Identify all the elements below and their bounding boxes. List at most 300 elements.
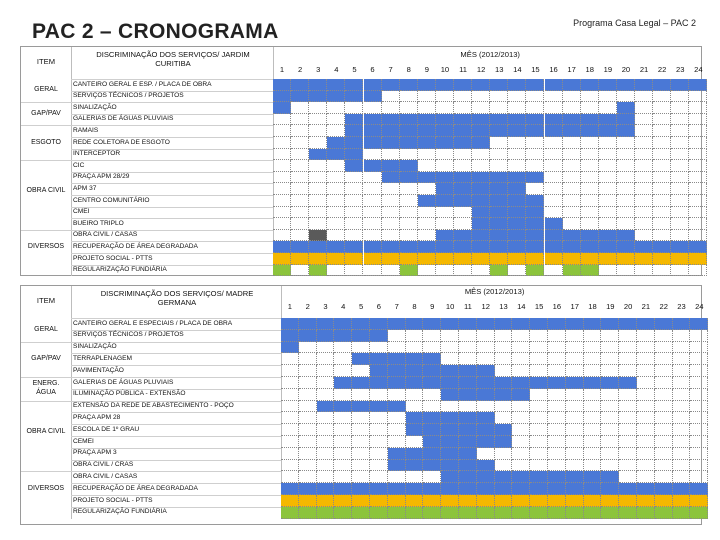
schedule-cell — [418, 160, 436, 172]
schedule-cell — [566, 353, 584, 365]
schedule-cell — [601, 401, 619, 413]
schedule-cell — [584, 436, 602, 448]
schedule-cell — [334, 448, 352, 460]
item-group-label: OBRA CIVIL — [26, 186, 66, 194]
schedule-cell-filled — [673, 483, 691, 495]
schedule-cell-filled — [309, 149, 327, 161]
day-number: 7 — [388, 65, 393, 74]
schedule-cell-filled — [599, 230, 617, 242]
schedule-cell-filled — [388, 377, 406, 389]
schedule-cell-filled — [653, 79, 671, 91]
schedule-cell-filled — [635, 79, 653, 91]
schedule-cell-filled — [526, 265, 544, 277]
schedule-cell — [472, 160, 490, 172]
schedule-cell-filled — [436, 230, 454, 242]
schedule-cell-filled — [548, 377, 566, 389]
schedule-cell — [690, 342, 708, 354]
schedule-cell-filled — [454, 125, 472, 137]
schedule-cell — [317, 424, 335, 436]
schedule-cell — [653, 195, 671, 207]
schedule-cell — [584, 389, 602, 401]
schedule-cell — [477, 330, 495, 342]
schedule-cell-filled — [364, 241, 382, 253]
schedule-cell — [508, 149, 526, 161]
schedule-cell-filled — [617, 230, 635, 242]
schedule-cell — [299, 353, 317, 365]
schedule-cell-filled — [441, 436, 459, 448]
schedule-cell — [436, 160, 454, 172]
day-number: 2 — [298, 65, 303, 74]
schedule-cell — [441, 330, 459, 342]
schedule-cell-filled — [345, 114, 363, 126]
schedule-cell — [566, 401, 584, 413]
schedule-cell — [273, 195, 291, 207]
schedule-cell — [345, 172, 363, 184]
schedule-cell — [512, 401, 530, 413]
schedule-cell — [526, 102, 544, 114]
schedule-cell — [599, 183, 617, 195]
schedule-cell — [423, 401, 441, 413]
schedule-cell — [364, 265, 382, 277]
schedule-cell-filled — [364, 253, 382, 265]
schedule-cell-filled — [281, 483, 299, 495]
schedule-cell — [352, 448, 370, 460]
schedule-cell — [317, 353, 335, 365]
schedule-cell-filled — [441, 389, 459, 401]
schedule-cell-filled — [526, 195, 544, 207]
day-number: 12 — [476, 65, 486, 74]
schedule-cell — [309, 114, 327, 126]
schedule-cell-filled — [495, 318, 513, 330]
schedule-cell — [454, 102, 472, 114]
schedule-cell-filled — [345, 137, 363, 149]
schedule-cell-filled — [477, 471, 495, 483]
schedule-cell — [490, 102, 508, 114]
schedule-cell-filled — [548, 318, 566, 330]
schedule-cell — [671, 265, 689, 277]
schedule-cell-filled — [508, 125, 526, 137]
schedule-cell — [548, 436, 566, 448]
schedule-cell — [581, 183, 599, 195]
schedule-cell — [291, 265, 309, 277]
schedule-cell-filled — [400, 79, 418, 91]
schedule-cell — [581, 137, 599, 149]
schedule-cell-filled — [334, 330, 352, 342]
schedule-cell — [581, 149, 599, 161]
day-number: 9 — [424, 65, 429, 74]
schedule-cell — [599, 207, 617, 219]
row-label: PRAÇA APM 3 — [73, 449, 117, 457]
schedule-cell-filled — [635, 241, 653, 253]
row-label: ILUMINAÇÃO PÚBLICA - EXTENSÃO — [73, 390, 186, 398]
schedule-cell — [690, 436, 708, 448]
schedule-cell — [635, 183, 653, 195]
schedule-cell — [495, 412, 513, 424]
schedule-cell-filled — [495, 389, 513, 401]
schedule-cell — [653, 218, 671, 230]
schedule-cell — [635, 149, 653, 161]
schedule-cell — [309, 125, 327, 137]
item-group-label: GERAL — [34, 86, 58, 94]
schedule-cell — [291, 195, 309, 207]
day-number: 24 — [694, 65, 703, 74]
schedule-cell-filled — [459, 365, 477, 377]
day-number: 6 — [376, 302, 382, 311]
schedule-cell-filled — [566, 495, 584, 507]
schedule-cell — [327, 125, 345, 137]
schedule-cell — [423, 389, 441, 401]
day-number: 18 — [585, 65, 594, 74]
schedule-cell — [508, 160, 526, 172]
schedule-cell-filled — [617, 114, 635, 126]
schedule-cell-filled — [477, 377, 495, 389]
schedule-cell-filled — [418, 241, 436, 253]
schedule-cell — [309, 137, 327, 149]
schedule-cell-filled — [281, 318, 299, 330]
schedule-cell — [334, 365, 352, 377]
schedule-cell — [400, 91, 418, 103]
schedule-cell — [601, 412, 619, 424]
schedule-cell — [512, 342, 530, 354]
schedule-cell — [566, 330, 584, 342]
schedule-cell-filled — [526, 241, 544, 253]
schedule-cell — [352, 436, 370, 448]
schedule-cell-filled — [477, 412, 495, 424]
schedule-cell — [673, 342, 691, 354]
schedule-cell-filled — [601, 318, 619, 330]
row-label: REGULARIZAÇÃO FUNDIÁRIA — [73, 508, 167, 516]
schedule-cell-filled — [526, 253, 544, 265]
schedule-cell — [317, 436, 335, 448]
row-label: PRAÇA APM 28/29 — [73, 173, 130, 181]
schedule-cell — [563, 218, 581, 230]
schedule-cell — [653, 137, 671, 149]
schedule-cell — [281, 471, 299, 483]
schedule-cell-filled — [436, 79, 454, 91]
schedule-cell-filled — [545, 253, 563, 265]
schedule-cell — [508, 265, 526, 277]
schedule-cell — [563, 195, 581, 207]
schedule-cell — [273, 230, 291, 242]
row-divider — [71, 125, 273, 126]
schedule-cell — [581, 218, 599, 230]
schedule-cell-filled — [334, 495, 352, 507]
schedule-cell-filled — [406, 318, 424, 330]
schedule-cell-filled — [490, 172, 508, 184]
schedule-cell-filled — [472, 114, 490, 126]
schedule-cell-filled — [490, 125, 508, 137]
schedule-cell — [495, 401, 513, 413]
schedule-cell-filled — [382, 125, 400, 137]
day-number: 18 — [588, 302, 597, 311]
row-divider — [71, 436, 281, 437]
schedule-cell — [400, 149, 418, 161]
row-label: GALERIAS DE ÁGUAS PLUVIAIS — [73, 378, 174, 386]
schedule-cell — [317, 412, 335, 424]
schedule-cell-filled — [388, 448, 406, 460]
schedule-cell-filled — [490, 114, 508, 126]
schedule-cell — [689, 195, 707, 207]
schedule-cell-filled — [418, 125, 436, 137]
schedule-cell — [653, 125, 671, 137]
schedule-cell — [530, 448, 548, 460]
schedule-cell — [690, 424, 708, 436]
schedule-cell-filled — [673, 507, 691, 519]
schedule-cell — [671, 218, 689, 230]
schedule-cell — [273, 137, 291, 149]
schedule-cell-filled — [281, 342, 299, 354]
schedule-cell — [317, 448, 335, 460]
schedule-cell — [327, 218, 345, 230]
day-number: 24 — [695, 302, 704, 311]
schedule-cell-filled — [508, 114, 526, 126]
day-number: 15 — [531, 65, 540, 74]
schedule-cell — [388, 389, 406, 401]
schedule-cell — [281, 424, 299, 436]
schedule-cell — [601, 389, 619, 401]
schedule-cell-filled — [423, 460, 441, 472]
schedule-cell — [495, 342, 513, 354]
schedule-cell-filled — [599, 241, 617, 253]
item-group-label: GERAL — [34, 325, 58, 333]
schedule-cell — [508, 102, 526, 114]
schedule-cell-filled — [508, 79, 526, 91]
schedule-cell — [388, 412, 406, 424]
schedule-cell-filled — [423, 318, 441, 330]
schedule-cell — [436, 149, 454, 161]
schedule-cell — [370, 412, 388, 424]
schedule-cell-filled — [584, 483, 602, 495]
schedule-cell-filled — [566, 471, 584, 483]
schedule-cell-filled — [436, 195, 454, 207]
schedule-cell — [388, 330, 406, 342]
schedule-cell-filled — [619, 318, 637, 330]
schedule-cell-filled — [327, 91, 345, 103]
schedule-cell-filled — [619, 495, 637, 507]
schedule-cell-filled — [406, 365, 424, 377]
day-number: 19 — [603, 65, 613, 74]
schedule-cell — [370, 424, 388, 436]
schedule-cell-filled — [477, 436, 495, 448]
schedule-cell — [635, 125, 653, 137]
schedule-cell — [400, 183, 418, 195]
schedule-cell-filled — [526, 125, 544, 137]
schedule-cell — [291, 137, 309, 149]
schedule-cell — [584, 424, 602, 436]
schedule-cell-filled — [423, 353, 441, 365]
schedule-cell-filled — [418, 137, 436, 149]
schedule-cell — [382, 265, 400, 277]
schedule-cell — [345, 218, 363, 230]
schedule-cell — [423, 342, 441, 354]
row-label: PAVIMENTAÇÃO — [73, 366, 124, 374]
schedule-cell — [655, 389, 673, 401]
schedule-cell — [345, 183, 363, 195]
day-number: 11 — [463, 302, 472, 311]
row-label: CEMEI — [73, 437, 94, 445]
schedule-cell — [635, 218, 653, 230]
schedule-cell-filled — [423, 448, 441, 460]
schedule-cell-filled — [459, 436, 477, 448]
schedule-cell-filled — [382, 79, 400, 91]
row-label: CANTEIRO GERAL E ESP. / PLACA DE OBRA — [73, 80, 212, 88]
schedule-cell — [690, 401, 708, 413]
day-number: 20 — [623, 302, 633, 311]
schedule-cell — [619, 424, 637, 436]
schedule-cell — [370, 471, 388, 483]
schedule-cell — [601, 448, 619, 460]
item-group-label: DIVERSOS — [27, 243, 65, 250]
schedule-cell — [619, 365, 637, 377]
schedule-cell — [566, 448, 584, 460]
day-number: 22 — [659, 302, 668, 311]
schedule-cell — [477, 353, 495, 365]
day-number: 16 — [549, 65, 558, 74]
schedule-cell — [406, 330, 424, 342]
schedule-cell — [637, 424, 655, 436]
schedule-cell — [526, 137, 544, 149]
schedule-cell-filled — [619, 377, 637, 389]
schedule-cell-filled — [406, 353, 424, 365]
schedule-cell — [545, 160, 563, 172]
schedule-cell-filled — [299, 318, 317, 330]
schedule-cell — [545, 172, 563, 184]
schedule-cell — [601, 365, 619, 377]
schedule-cell — [490, 160, 508, 172]
schedule-cell-filled — [530, 495, 548, 507]
schedule-cell-filled — [291, 241, 309, 253]
day-number: 13 — [499, 302, 508, 311]
schedule-cell — [352, 412, 370, 424]
schedule-cell-filled — [655, 495, 673, 507]
schedule-cell-filled — [512, 507, 530, 519]
schedule-cell — [584, 412, 602, 424]
schedule-cell — [689, 207, 707, 219]
schedule-cell — [530, 436, 548, 448]
day-number: 14 — [517, 302, 526, 311]
row-divider — [71, 207, 273, 208]
schedule-cell-filled — [673, 318, 691, 330]
schedule-cell-filled — [508, 172, 526, 184]
schedule-cell-filled — [370, 365, 388, 377]
schedule-cell-filled — [617, 241, 635, 253]
schedule-cell-filled — [584, 471, 602, 483]
schedule-cell — [495, 330, 513, 342]
schedule-cell — [364, 230, 382, 242]
schedule-cell — [671, 230, 689, 242]
day-number: 8 — [406, 65, 411, 74]
schedule-cell-filled — [581, 253, 599, 265]
schedule-cell — [495, 365, 513, 377]
schedule-cell-filled — [334, 507, 352, 519]
schedule-cell-filled — [472, 172, 490, 184]
schedule-cell — [617, 149, 635, 161]
schedule-cell-filled — [584, 377, 602, 389]
schedule-cell-filled — [490, 79, 508, 91]
schedule-cell-filled — [370, 353, 388, 365]
schedule-cell-filled — [619, 483, 637, 495]
schedule-cell — [530, 424, 548, 436]
schedule-cell-filled — [472, 207, 490, 219]
schedule-cell-filled — [530, 377, 548, 389]
schedule-cell-filled — [423, 424, 441, 436]
schedule-cell-filled — [637, 483, 655, 495]
schedule-cell — [599, 265, 617, 277]
schedule-cell-filled — [490, 218, 508, 230]
schedule-cell — [370, 436, 388, 448]
schedule-cell — [689, 160, 707, 172]
schedule-cell-filled — [653, 253, 671, 265]
schedule-cell-filled — [273, 102, 291, 114]
schedule-cell — [619, 401, 637, 413]
day-number: 12 — [481, 302, 490, 311]
schedule-cell-filled — [441, 377, 459, 389]
group-divider — [21, 230, 71, 231]
schedule-cell-filled — [490, 241, 508, 253]
schedule-cell — [690, 353, 708, 365]
schedule-cell — [563, 183, 581, 195]
schedule-cell-filled — [584, 507, 602, 519]
day-number: 17 — [570, 302, 579, 311]
schedule-cell-filled — [345, 160, 363, 172]
group-divider — [21, 342, 71, 343]
schedule-cell-filled — [490, 253, 508, 265]
schedule-cell-filled — [566, 507, 584, 519]
schedule-cell — [291, 125, 309, 137]
day-number: 3 — [316, 65, 321, 74]
schedule-cell — [364, 195, 382, 207]
schedule-cell-filled — [436, 125, 454, 137]
schedule-cell — [566, 342, 584, 354]
schedule-cell — [299, 377, 317, 389]
schedule-cell — [495, 353, 513, 365]
schedule-cell-filled — [441, 448, 459, 460]
schedule-cell — [345, 265, 363, 277]
schedule-cell-filled — [495, 424, 513, 436]
schedule-cell-filled — [526, 218, 544, 230]
schedule-cell-filled — [370, 330, 388, 342]
schedule-cell-filled — [566, 483, 584, 495]
row-divider — [71, 79, 273, 80]
row-label: OBRA CIVIL / CASAS — [73, 472, 138, 480]
schedule-cell-filled — [291, 79, 309, 91]
schedule-cell-filled — [563, 125, 581, 137]
schedule-cell — [599, 137, 617, 149]
schedule-cell — [545, 102, 563, 114]
schedule-cell — [352, 342, 370, 354]
schedule-cell-filled — [364, 125, 382, 137]
schedule-cell — [382, 102, 400, 114]
schedule-cell — [673, 389, 691, 401]
day-number: 5 — [358, 302, 364, 311]
schedule-cell — [418, 183, 436, 195]
schedule-cell — [637, 471, 655, 483]
schedule-cell-filled — [423, 377, 441, 389]
schedule-cell-filled — [273, 241, 291, 253]
schedule-cell-filled — [423, 412, 441, 424]
schedule-cell — [436, 207, 454, 219]
schedule-cell — [477, 342, 495, 354]
schedule-cell-filled — [512, 318, 530, 330]
schedule-cell — [299, 412, 317, 424]
schedule-cell — [436, 218, 454, 230]
schedule-cell — [563, 160, 581, 172]
row-label: BUEIRO TRIPLO — [73, 219, 124, 227]
schedule-cell — [454, 207, 472, 219]
schedule-cell — [637, 342, 655, 354]
schedule-cell — [563, 102, 581, 114]
schedule-cell-filled — [526, 79, 544, 91]
